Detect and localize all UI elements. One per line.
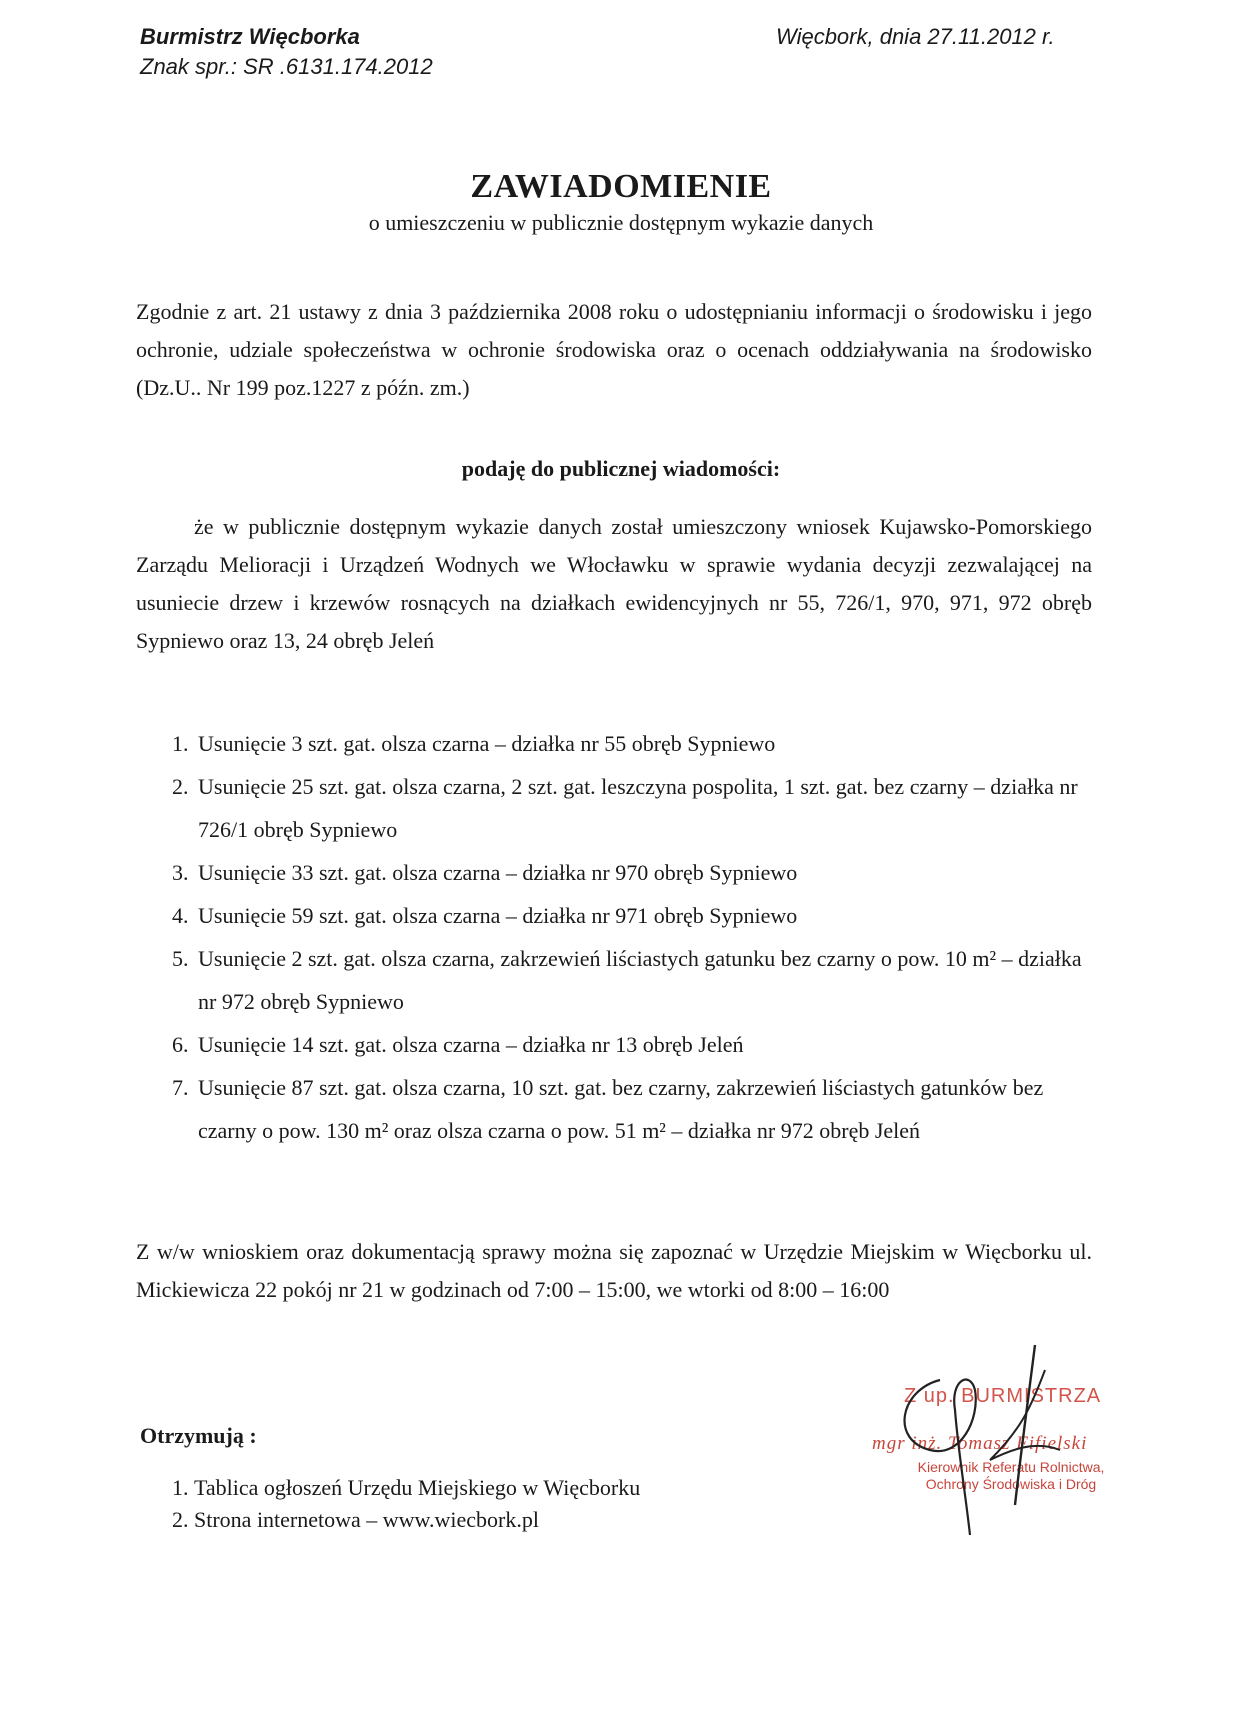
list-item: [172, 894, 1096, 937]
list-item-number: 5.: [172, 946, 189, 971]
recipients-list: [172, 1472, 640, 1536]
document-title: ZAWIADOMIENIE: [470, 168, 772, 205]
recipients-heading: Otrzymują :: [140, 1423, 257, 1448]
handwritten-signature: [870, 1340, 1090, 1540]
recipient-number: 2.: [172, 1507, 189, 1532]
list-item: [172, 765, 1096, 851]
body-paragraph: że w publicznie dostępnym wykazie danych został umieszczony wniosek Kujawsko-Pomorskiego Zarządu Melioracji i Urządzeń Wodnych we Włocławku w sprawie wydania decyzji zezwalającej na usuniecie drzew i krzewów rosnących na działkach ewidencyjnych nr 55, 726/1, 970, 971, 972 obręb Sypniewo oraz 13, 24 obręb Jeleń: [136, 514, 1092, 653]
list-item: [172, 937, 1096, 1023]
list-item-number: 2.: [172, 774, 189, 799]
stamp-authorization: Z up. BURMISTRZA: [904, 1385, 1102, 1407]
stamp-position-line2: Ochrony Środowiska i Dróg: [925, 1476, 1097, 1492]
list-item: [172, 722, 1096, 765]
list-item-number: 6.: [172, 1032, 189, 1057]
stamp-signatory-name: mgr inż. Tomasz Fifielski: [872, 1433, 1088, 1454]
info-paragraph: Z w/w wnioskiem oraz dokumentacją sprawy można się zapoznać w Urzędzie Miejskim w Więcborku ul. Mickiewicza 22 pokój nr 21 w godzinach od 7:00 – 15:00, we wtorki od 8:00 – 16:00: [136, 1239, 1092, 1302]
list-item-text: Usunięcie 14 szt. gat. olsza czarna – działka nr 13 obręb Jeleń: [198, 1032, 744, 1057]
recipient-item: [172, 1504, 640, 1536]
stamp-position-line1: Kierownik Referatu Rolnictwa,: [917, 1459, 1105, 1475]
recipient-item: [172, 1472, 640, 1504]
removal-list: [172, 722, 1096, 1152]
list-item-number: 7.: [172, 1075, 189, 1100]
list-item: [172, 1023, 1096, 1066]
recipient-number: 1.: [172, 1475, 189, 1500]
list-item-text: Usunięcie 2 szt. gat. olsza czarna, zakrzewień liściastych gatunku bez czarny o pow. 10 m² – działka nr 972 obręb Sypniewo: [198, 946, 1082, 1014]
list-item-text: Usunięcie 59 szt. gat. olsza czarna – działka nr 971 obręb Sypniewo: [198, 903, 798, 928]
list-item-number: 3.: [172, 860, 189, 885]
recipient-text: Tablica ogłoszeń Urzędu Miejskiego w Więcborku: [194, 1475, 641, 1500]
list-item-text: Usunięcie 33 szt. gat. olsza czarna – działka nr 970 obręb Sypniewo: [198, 860, 798, 885]
list-item-text: Usunięcie 3 szt. gat. olsza czarna – działka nr 55 obręb Sypniewo: [198, 731, 776, 756]
header-left: [140, 22, 433, 82]
list-item: [172, 851, 1096, 894]
legal-basis-paragraph: Zgodnie z art. 21 ustawy z dnia 3 października 2008 roku o udostępnianiu informacji o środowisku i jego ochronie, udziale społeczeństwa w ochronie środowiska oraz o ocenach oddziaływania na środowisko (Dz.U.. Nr 199 poz.1227 z późn. zm.): [136, 299, 1092, 400]
list-item-text: Usunięcie 25 szt. gat. olsza czarna, 2 szt. gat. leszczyna pospolita, 1 szt. gat. bez czarny – działka nr 726/1 obręb Sypniewo: [198, 774, 1078, 842]
list-item-number: 4.: [172, 903, 189, 928]
list-item: [172, 1066, 1096, 1152]
reference-number: Znak spr.: SR .6131.174.2012: [140, 54, 433, 79]
list-item-number: 1.: [172, 731, 189, 756]
announcement-heading: podaję do publicznej wiadomości:: [461, 456, 781, 481]
recipient-text: Strona internetowa – www.wiecbork.pl: [194, 1507, 539, 1532]
list-item-text: Usunięcie 87 szt. gat. olsza czarna, 10 szt. gat. bez czarny, zakrzewień liściastych gatunków bez czarny o pow. 130 m² oraz olsza czarna o pow. 51 m² – działka nr 972 obręb Jeleń: [198, 1075, 1044, 1143]
authority-name: Burmistrz Więcborka: [140, 24, 360, 49]
place-date: Więcbork, dnia 27.11.2012 r.: [776, 24, 1055, 49]
document-subtitle: o umieszczeniu w publicznie dostępnym wykazie danych: [368, 210, 874, 235]
